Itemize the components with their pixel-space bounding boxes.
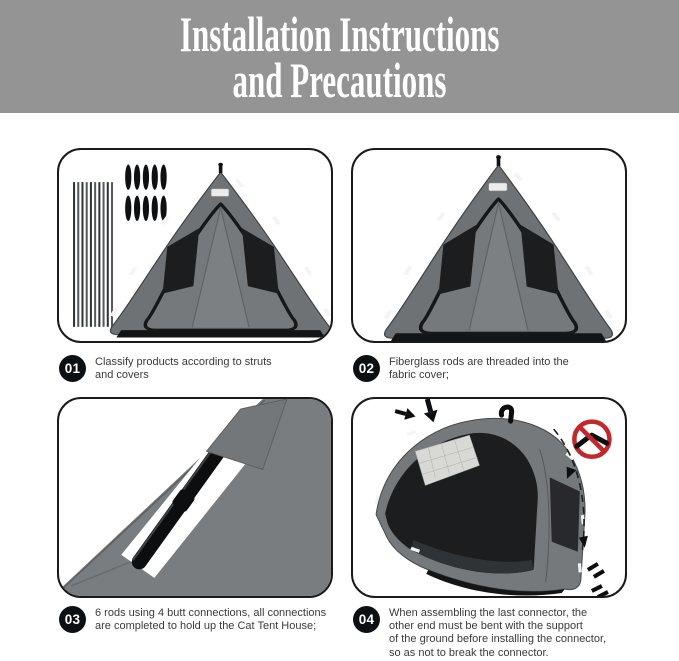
step-3-text: 6 rods using 4 butt connections, all connections are completed to hold up the Cat Tent House; <box>95 607 327 633</box>
illustration-frame-4 <box>351 397 627 598</box>
page-title-line-1: Installation Instructions <box>179 5 500 62</box>
step-2-text: Fiberglass rods are threaded into the fabric cover; <box>389 356 569 382</box>
rod-bundle-icon <box>74 182 112 327</box>
steps-grid <box>0 113 679 660</box>
tent-front-illustration <box>384 155 613 341</box>
step-number-badge: 02 <box>353 355 380 382</box>
tent-assembly-warning-illustration <box>353 399 625 596</box>
connector-set-icon <box>125 164 167 220</box>
step-panel-1 <box>57 148 333 397</box>
step-number-badge: 01 <box>59 355 86 382</box>
parts-overview-illustration <box>59 150 331 341</box>
step-panel-4 <box>351 397 627 660</box>
illustration-frame-1 <box>57 148 333 343</box>
no-bend-rod-icon <box>574 422 609 457</box>
step-1-text: Classify products according to struts and covers <box>95 356 272 382</box>
illustration-frame-2 <box>351 148 627 343</box>
press-direction-arrow-icon <box>394 399 441 424</box>
step-panel-3 <box>57 397 333 660</box>
tent-front-illustration <box>110 163 331 338</box>
step-number-badge: 03 <box>59 606 86 633</box>
page-title-line-2: and Precautions <box>232 51 447 108</box>
tent-side-illustration <box>374 407 585 595</box>
step-2-caption <box>353 355 627 397</box>
rod-connection-closeup-illustration <box>59 399 331 596</box>
step-number-badge: 04 <box>353 606 380 633</box>
ground-support-mark-icon <box>588 564 608 596</box>
step-4-caption <box>353 606 627 660</box>
illustration-frame-3 <box>57 397 333 598</box>
header-banner <box>0 0 679 113</box>
step-3-caption <box>59 606 333 633</box>
step-1-caption <box>59 355 333 397</box>
step-panel-2 <box>351 148 627 397</box>
tent-threaded-illustration <box>353 150 625 341</box>
step-4-text: When assembling the last connector, the other end must be bent with the support of the ground before installing the connector, so as not to break the connector. <box>389 607 607 659</box>
